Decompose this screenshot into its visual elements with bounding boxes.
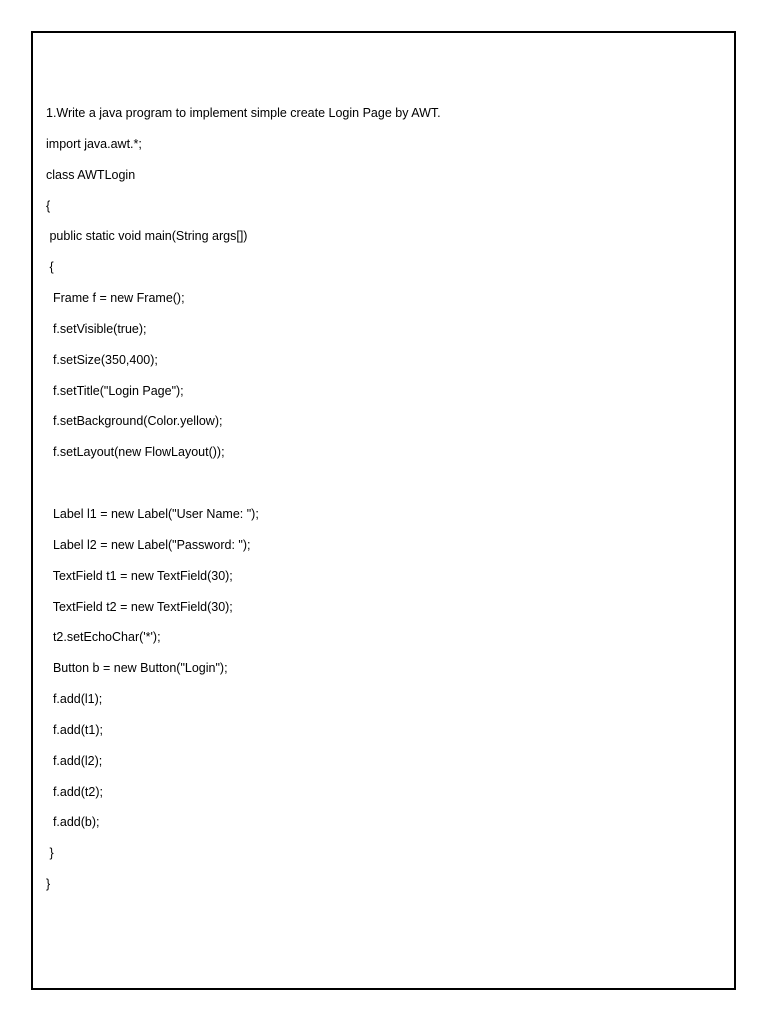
code-line: Button b = new Button("Login"); (46, 661, 228, 676)
code-line: Label l1 = new Label("User Name: "); (46, 506, 259, 521)
code-line: { (46, 198, 51, 213)
code-line: import java.awt.*; (46, 136, 142, 151)
code-line: Label l2 = new Label("Password: "); (46, 537, 251, 552)
code-line: f.add(l2); (46, 753, 103, 768)
code-line: } (46, 846, 54, 861)
code-line: f.add(t1); (46, 722, 103, 737)
code-line: f.add(b); (46, 815, 100, 830)
code-line: } (46, 877, 51, 892)
code-line: f.setTitle("Login Page"); (46, 383, 184, 398)
code-line: class AWTLogin (46, 167, 136, 182)
question-heading: 1.Write a java program to implement simple create Login Page by AWT. (46, 106, 441, 120)
code-line: public static void main(String args[]) (46, 229, 248, 244)
code-line: t2.setEchoChar('*'); (46, 630, 161, 645)
code-line: f.add(l1); (46, 692, 103, 707)
code-line: f.add(t2); (46, 784, 103, 799)
code-line: { (46, 260, 54, 275)
code-line: f.setVisible(true); (46, 321, 147, 336)
code-line: f.setSize(350,400); (46, 352, 158, 367)
code-listing (46, 102, 441, 904)
code-line: f.setLayout(new FlowLayout()); (46, 445, 225, 460)
blank-line (46, 472, 441, 503)
code-line: TextField t1 = new TextField(30); (46, 568, 233, 583)
code-line: TextField t2 = new TextField(30); (46, 599, 233, 614)
code-line: f.setBackground(Color.yellow); (46, 414, 223, 429)
code-line: Frame f = new Frame(); (46, 291, 185, 306)
